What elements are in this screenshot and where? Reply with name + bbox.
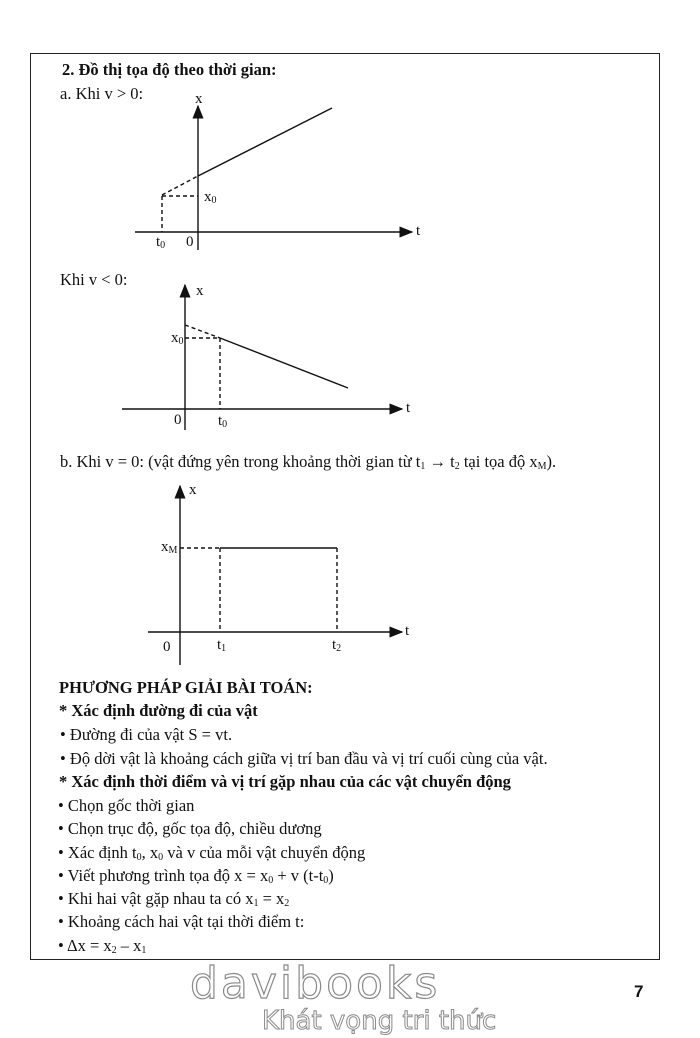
graph-b-xm-text: x (161, 539, 169, 555)
text-segment: b. Khi v = 0: (vật đứng yên trong khoảng thời gian từ t (60, 452, 421, 471)
graph-neg-x0-sub: 0 (178, 336, 184, 347)
subscript: 1 (253, 898, 259, 909)
text-segment: = x (258, 889, 285, 908)
graph-a (135, 106, 412, 250)
graph-neg-x-label: x (196, 283, 204, 299)
subscript: 2 (111, 945, 117, 956)
graph-a-x0-sub: 0 (211, 195, 217, 206)
text-segment: , x (141, 843, 159, 862)
subscript: 0 (323, 875, 329, 886)
text-segment: – x (116, 936, 142, 955)
list-item (58, 891, 289, 909)
graph-neg-t0-sub: 0 (222, 419, 228, 430)
graph-neg-t0-text: t (218, 413, 223, 429)
graph-b-x-label: x (189, 482, 197, 498)
list-item (58, 845, 365, 863)
graph-neg (122, 285, 402, 430)
graph-neg-origin: 0 (174, 412, 182, 428)
heading-path: * Xác định đường đi của vật (59, 701, 258, 720)
text-segment: → t (425, 452, 455, 471)
graph-neg-x0-label (171, 331, 184, 347)
graph-b-origin: 0 (163, 639, 171, 655)
subscript: 2 (284, 898, 290, 909)
method-title: PHƯƠNG PHÁP GIẢI BÀI TOÁN: (59, 678, 313, 697)
text-segment: • Chọn trục độ, gốc tọa độ, chiều dương (58, 819, 322, 838)
graph-neg-t-label: t (406, 400, 411, 416)
subscript: 0 (268, 875, 274, 886)
text-segment: • Δx = x (58, 936, 112, 955)
text-segment: tại tọa độ x (459, 452, 538, 471)
graph-a-x0-text: x (204, 189, 212, 205)
subscript: 2 (454, 461, 460, 472)
text-segment: • Chọn gốc thời gian (58, 796, 195, 815)
list-item (58, 938, 146, 956)
case-a-label: a. Khi v > 0: (60, 84, 144, 103)
text-segment: • Khoảng cách hai vật tại thời điểm t: (58, 912, 305, 931)
graph-b-xm-sub: M (168, 545, 178, 556)
page-number: 7 (634, 982, 644, 1001)
text-segment: ) (328, 866, 334, 885)
heading-meeting: * Xác định thời điểm và vị trí gặp nhau của các vật chuyển động (59, 772, 511, 791)
graph-a-t0-sub: 0 (160, 240, 166, 251)
case-neg-label: Khi v < 0: (60, 270, 128, 289)
list-item (58, 821, 322, 838)
graph-b-t2-label (332, 638, 341, 654)
text-segment: ). (546, 452, 557, 471)
graph-neg-t0-label (218, 414, 227, 430)
graph-b-t2-text: t (332, 637, 337, 653)
graph-a-extension (162, 176, 198, 195)
subscript: M (537, 461, 547, 472)
text-segment: • Khi hai vật gặp nhau ta có x (58, 889, 254, 908)
text-segment: và v của mỗi vật chuyển động (163, 843, 366, 862)
graph-b (148, 486, 402, 665)
graph-b-xm-label (161, 540, 177, 556)
graph-neg-x0-text: x (171, 330, 179, 346)
subscript: 0 (158, 852, 164, 863)
graph-a-origin: 0 (186, 234, 194, 250)
graph-a-x0-label (204, 190, 217, 206)
list-item: • Độ dời vật là khoảng cách giữa vị trí ban đầu và vị trí cuối cùng của vật. (60, 749, 548, 768)
subscript: 0 (136, 852, 142, 863)
text-segment: • Xác định t (58, 843, 137, 862)
watermark-brand: davibooks (190, 958, 441, 1009)
watermark-slogan: Khát vọng tri thức (262, 1006, 497, 1036)
graph-a-x-label: x (195, 91, 203, 107)
graph-b-t1-sub: 1 (221, 643, 227, 654)
graph-b-t-label: t (405, 623, 410, 639)
graph-a-t-label: t (416, 223, 421, 239)
graph-a-line (198, 108, 332, 176)
graph-a-t0-label (156, 235, 165, 251)
text-segment: + v (t-t (273, 866, 324, 885)
graph-b-t2-sub: 2 (336, 643, 342, 654)
graph-neg-extension (185, 325, 220, 338)
graph-a-t0-text: t (156, 234, 161, 250)
list-item (58, 868, 334, 886)
graph-b-t1-text: t (217, 637, 222, 653)
case-b-label (60, 454, 556, 472)
list-item (58, 798, 194, 815)
subscript: 1 (420, 461, 426, 472)
section-title: 2. Đồ thị tọa độ theo thời gian: (62, 60, 277, 79)
list-item: • Đường đi của vật S = vt. (60, 725, 233, 744)
graph-neg-line (220, 338, 348, 388)
list-item (58, 914, 304, 931)
text-segment: • Viết phương trình tọa độ x = x (58, 866, 269, 885)
subscript: 1 (141, 945, 147, 956)
graph-b-t1-label (217, 638, 226, 654)
